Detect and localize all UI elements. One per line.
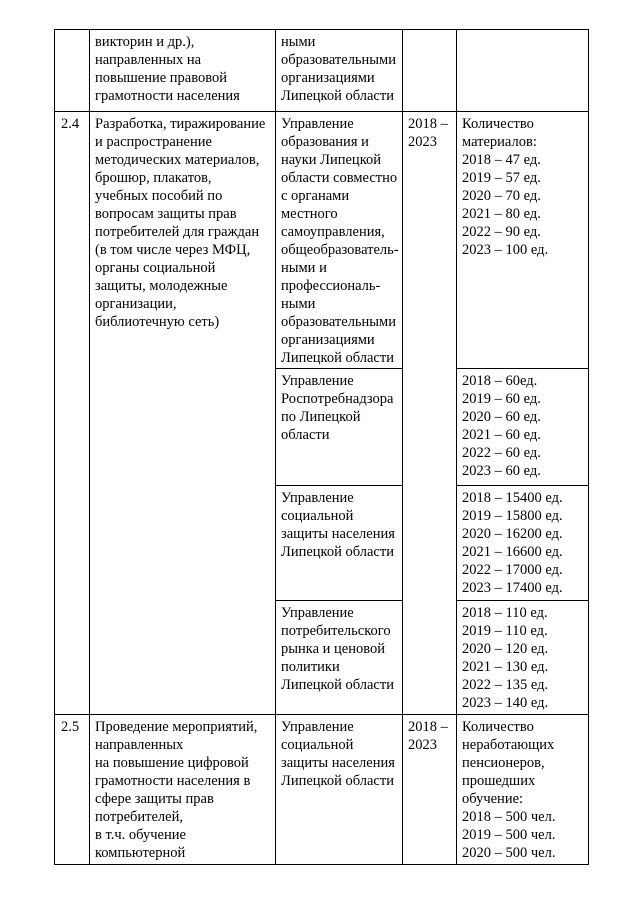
text-line: по Липецкой <box>281 409 361 425</box>
executor-cell <box>276 601 403 715</box>
text-line: Липецкой области <box>281 677 394 693</box>
text-line: защиты населения <box>281 755 395 771</box>
plan-table <box>54 29 589 865</box>
text-line: потребительского <box>281 623 391 639</box>
text-line: 2023 – 140 ед. <box>462 695 549 711</box>
text-line: компьютерной <box>95 845 186 861</box>
measure-cell <box>90 30 276 112</box>
text-line: 2021 – 80 ед. <box>462 206 541 222</box>
text-line: защиты населения <box>281 526 395 542</box>
text-line: прошедших <box>462 773 536 789</box>
text-line: 2022 – 60 ед. <box>462 445 541 461</box>
text-line: 2020 – 16200 ед. <box>462 526 563 542</box>
row-number: 2.5 <box>55 715 90 865</box>
text-line: социальной <box>281 737 354 753</box>
text-line: самоуправления, <box>281 224 385 240</box>
text-line: Управление <box>281 116 354 132</box>
executor-cell <box>276 30 403 112</box>
term-cell <box>403 112 457 715</box>
text-line: 2020 – 500 чел. <box>462 845 556 861</box>
text-line: направленных <box>95 737 184 753</box>
text-line: обучение: <box>462 791 524 807</box>
indicator-cell <box>457 486 589 601</box>
text-line: Количество <box>462 719 534 735</box>
text-line: организациями <box>281 70 375 86</box>
text-line: области <box>281 427 330 443</box>
text-line: викторин и др.), <box>95 34 195 50</box>
text-line: политики <box>281 659 340 675</box>
executor-cell <box>276 369 403 486</box>
text-line: 2019 – 500 чел. <box>462 827 556 843</box>
text-line: вопросам защиты прав <box>95 206 237 222</box>
text-line: 2021 – 16600 ед. <box>462 544 563 560</box>
text-line: рынка и ценовой <box>281 641 385 657</box>
text-line: образовательными <box>281 314 396 330</box>
text-line: 2019 – 15800 ед. <box>462 508 563 524</box>
text-line: ными и <box>281 260 327 276</box>
text-line: и распространение <box>95 134 212 150</box>
indicator-cell <box>457 30 589 112</box>
row-number: 2.4 <box>55 112 90 715</box>
text-line: Управление <box>281 490 354 506</box>
executor-cell <box>276 112 403 369</box>
indicator-cell <box>457 601 589 715</box>
table-row <box>55 112 589 369</box>
text-line: учебных пособий по <box>95 188 223 204</box>
text-line: 2023 – 100 ед. <box>462 242 549 258</box>
text-line: 2022 – 17000 ед. <box>462 562 563 578</box>
text-line: организации, <box>95 296 177 312</box>
text-line: материалов: <box>462 134 537 150</box>
text-line: профессиональ- <box>281 278 381 294</box>
term-cell <box>403 30 457 112</box>
text-line: 2018 – 47 ед. <box>462 152 541 168</box>
text-line: пенсионеров, <box>462 755 545 771</box>
text-line: с органами <box>281 188 350 204</box>
text-line: Разработка, тиражирование <box>95 116 266 132</box>
text-line: 2023 – 17400 ед. <box>462 580 563 596</box>
text-line: 2021 – 60 ед. <box>462 427 541 443</box>
text-line: библиотечную сеть) <box>95 314 220 330</box>
text-line: Липецкой области <box>281 88 394 104</box>
term-cell <box>403 715 457 865</box>
text-line: брошюр, плакатов, <box>95 170 212 186</box>
text-line: Управление <box>281 719 354 735</box>
text-line: организациями <box>281 332 375 348</box>
text-line: 2020 – 120 ед. <box>462 641 549 657</box>
text-line: повышение правовой <box>95 70 227 86</box>
text-line: 2020 – 60 ед. <box>462 409 541 425</box>
text-line: 2018 – 15400 ед. <box>462 490 563 506</box>
text-line: 2018 – 60ед. <box>462 373 538 389</box>
table-row <box>55 30 589 112</box>
text-line: 2018 – <box>408 116 448 132</box>
text-line: 2020 – 70 ед. <box>462 188 541 204</box>
text-line: Управление <box>281 605 354 621</box>
indicator-cell <box>457 369 589 486</box>
text-line: в т.ч. обучение <box>95 827 186 843</box>
text-line: Липецкой области <box>281 773 394 789</box>
text-line: 2019 – 110 ед. <box>462 623 548 639</box>
text-line: области совместно <box>281 170 398 186</box>
text-line: 2018 – 110 ед. <box>462 605 548 621</box>
text-line: потребителей для граждан <box>95 224 260 240</box>
text-line: 2023 <box>408 737 437 753</box>
text-line: 2019 – 57 ед. <box>462 170 541 186</box>
text-line: Количество <box>462 116 534 132</box>
text-line: Проведение мероприятий, <box>95 719 258 735</box>
text-line: науки Липецкой <box>281 152 382 168</box>
text-line: общеобразователь- <box>281 242 399 258</box>
executor-cell <box>276 486 403 601</box>
text-line: потребителей, <box>95 809 183 825</box>
text-line: методических материалов, <box>95 152 260 168</box>
text-line: органы социальной <box>95 260 216 276</box>
text-line: на повышение цифровой <box>95 755 249 771</box>
text-line: ными <box>281 34 316 50</box>
text-line: Управление <box>281 373 354 389</box>
text-line: направленных на <box>95 52 202 68</box>
text-line: грамотности населения в <box>95 773 251 789</box>
text-line: образования и <box>281 134 369 150</box>
measure-cell <box>90 112 276 715</box>
text-line: грамотности населения <box>95 88 240 104</box>
indicator-cell <box>457 715 589 865</box>
text-line: 2018 – 500 чел. <box>462 809 556 825</box>
text-line: Липецкой области <box>281 544 394 560</box>
text-line: местного <box>281 206 338 222</box>
text-line: образовательными <box>281 52 396 68</box>
executor-cell <box>276 715 403 865</box>
text-line: 2018 – <box>408 719 448 735</box>
text-line: 2019 – 60 ед. <box>462 391 541 407</box>
row-number <box>55 30 90 112</box>
text-line: 2022 – 90 ед. <box>462 224 541 240</box>
text-line: 2021 – 130 ед. <box>462 659 549 675</box>
text-line: 2023 – 60 ед. <box>462 463 541 479</box>
text-line: 2023 <box>408 134 437 150</box>
text-line: неработающих <box>462 737 555 753</box>
text-line: ными <box>281 296 316 312</box>
table-row <box>55 715 589 865</box>
text-line: Липецкой области <box>281 350 394 366</box>
text-line: Роспотребнадзора <box>281 391 394 407</box>
text-line: (в том числе через МФЦ, <box>95 242 251 258</box>
text-line: социальной <box>281 508 354 524</box>
text-line: защиты, молодежные <box>95 278 228 294</box>
text-line: 2022 – 135 ед. <box>462 677 549 693</box>
indicator-cell <box>457 112 589 369</box>
text-line: сфере защиты прав <box>95 791 214 807</box>
measure-cell <box>90 715 276 865</box>
